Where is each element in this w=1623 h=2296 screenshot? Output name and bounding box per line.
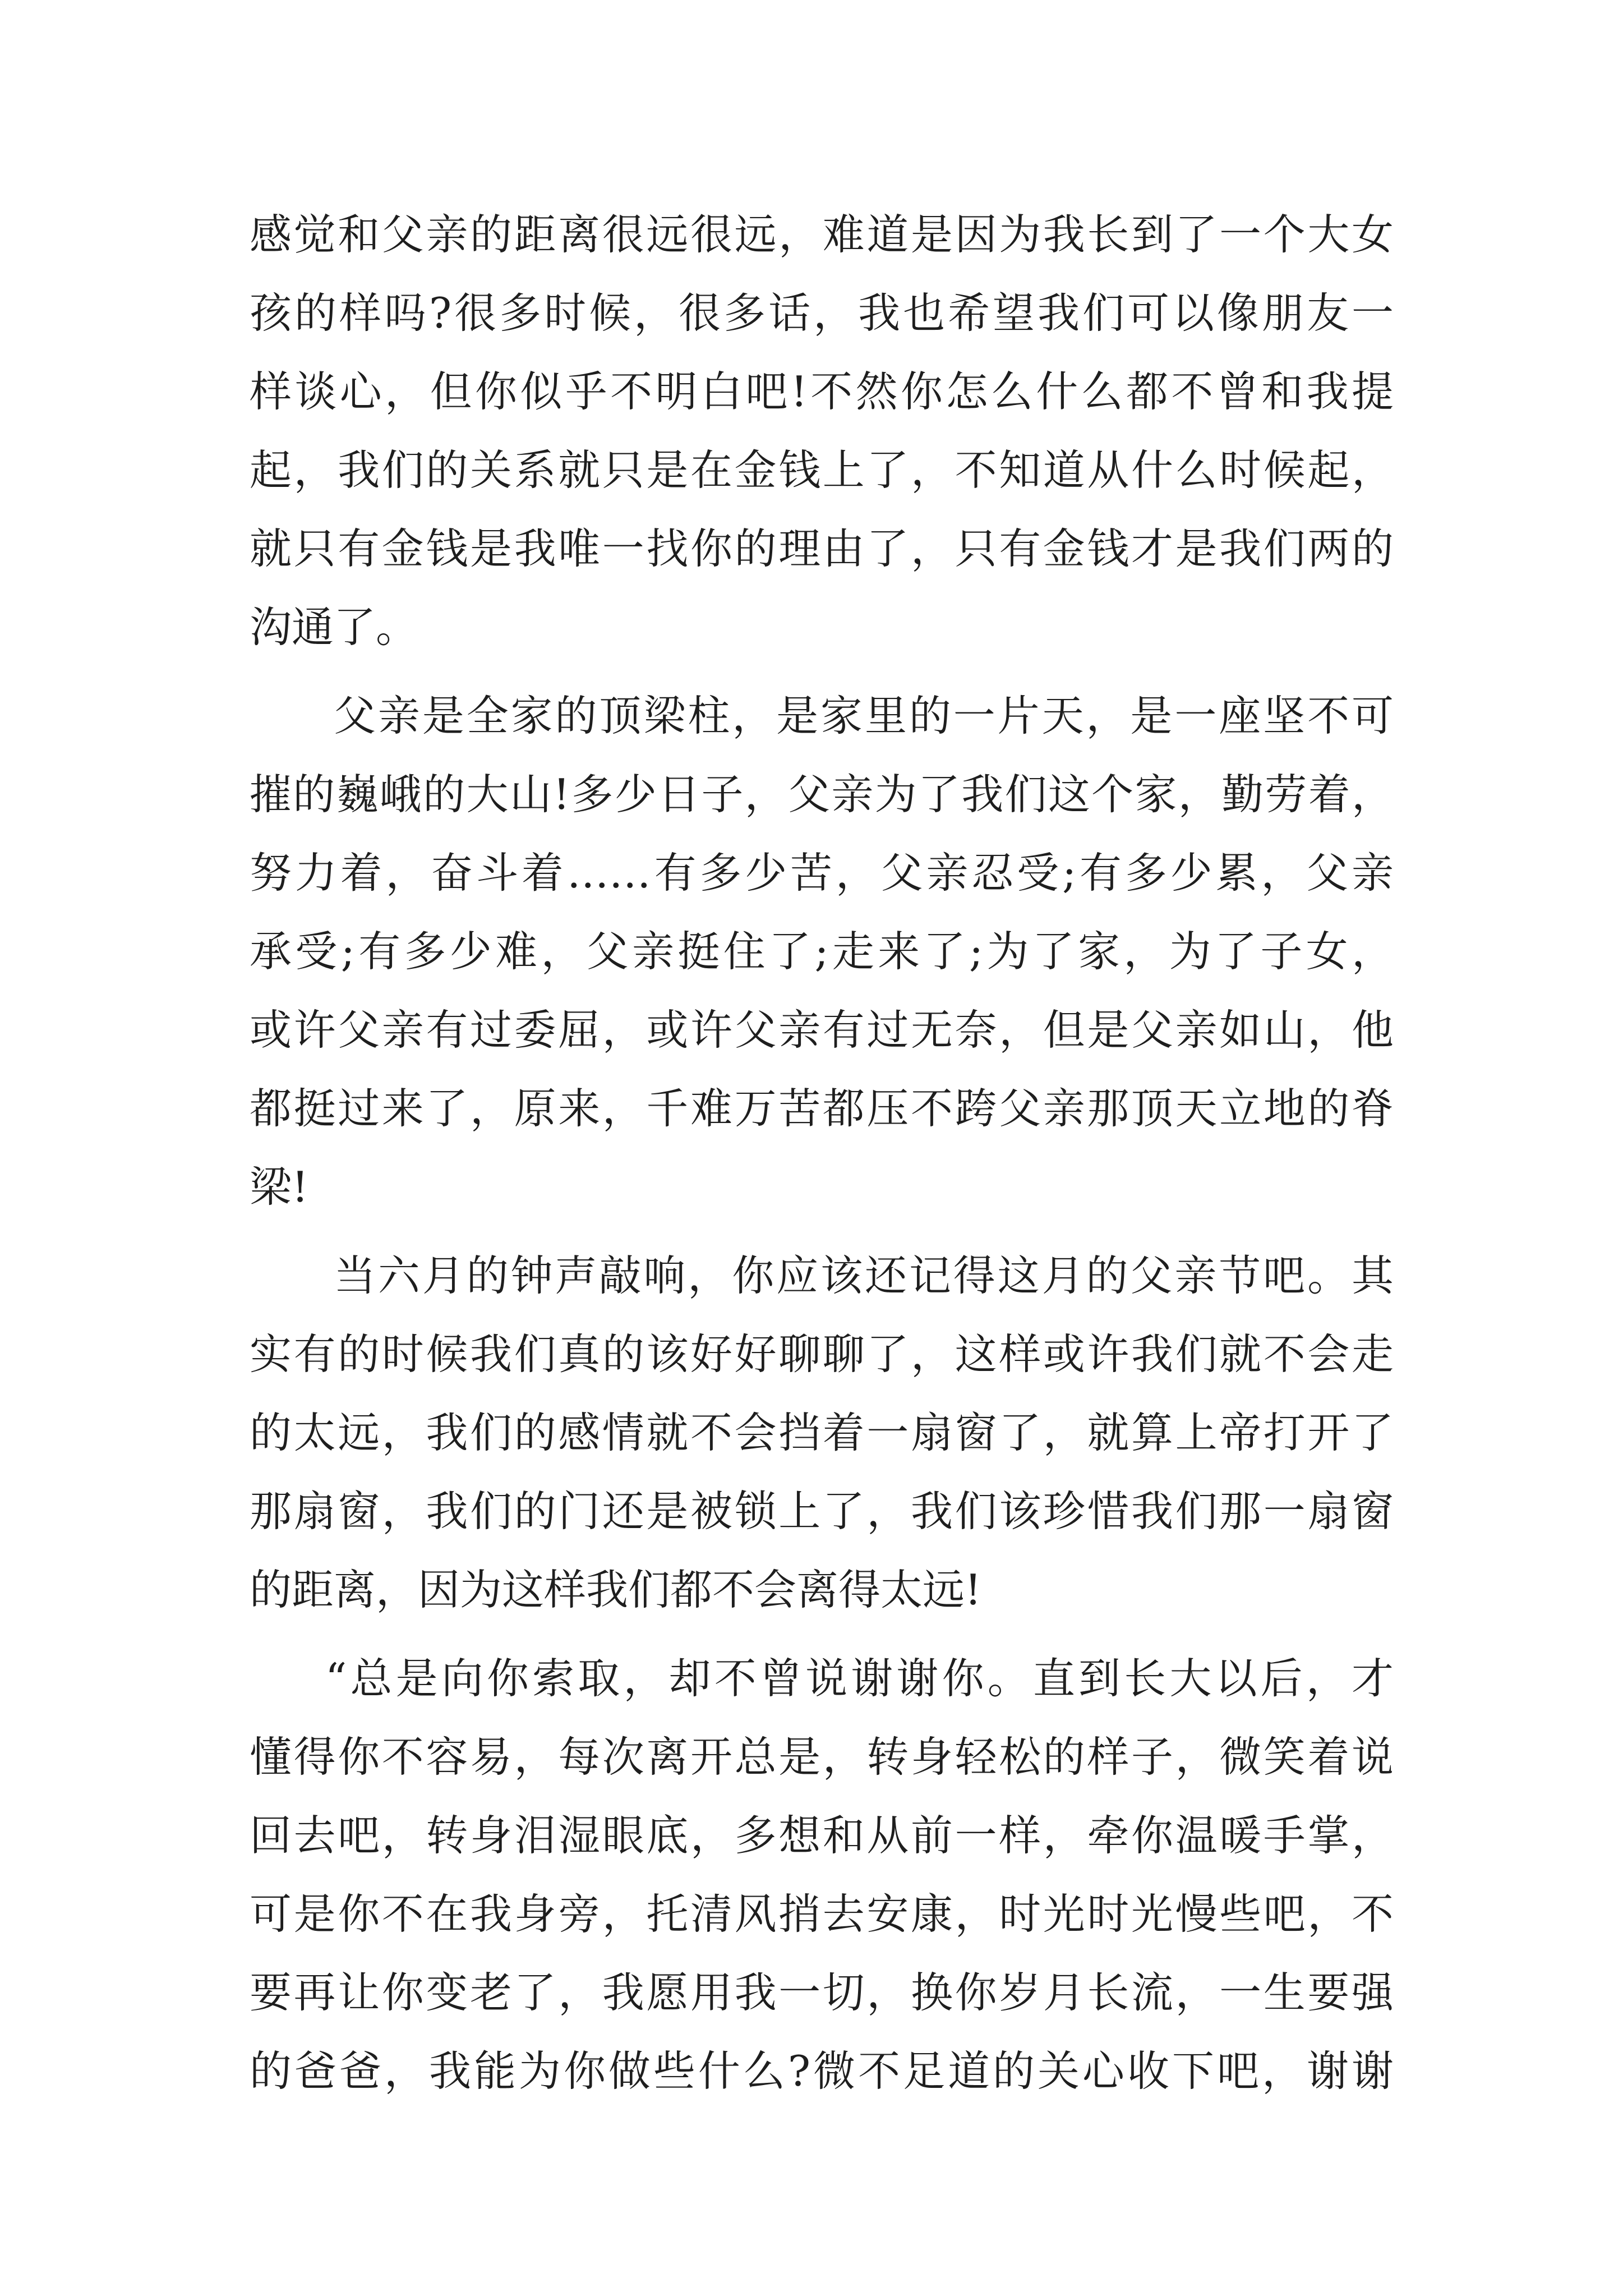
text-line: 懂得你不容易，每次离开总是，转身轻松的样子，微笑着说 <box>250 1732 1394 1782</box>
text-line: “总是向你索取，却不曾说谢谢你。直到长大以后，才 <box>325 1654 1394 1703</box>
paragraph-1 <box>250 195 1394 666</box>
paragraph-2 <box>250 677 1394 1226</box>
text-line: 承受;有多少难，父亲挺住了;走来了;为了家，为了子女， <box>250 927 1394 976</box>
text-line: 梁! <box>250 1162 309 1212</box>
text-line: 的太远，我们的感情就不会挡着一扇窗了，就算上帝打开了 <box>250 1408 1394 1457</box>
text-line: 实有的时候我们真的该好好聊聊了，这样或许我们就不会走 <box>250 1329 1394 1379</box>
text-line: 或许父亲有过委屈，或许父亲有过无奈，但是父亲如山，他 <box>250 1005 1394 1055</box>
text-line: 都挺过来了，原来，千难万苦都压不跨父亲那顶天立地的脊 <box>250 1084 1394 1133</box>
text-line: 回去吧，转身泪湿眼底，多想和从前一样，牵你温暖手掌， <box>250 1811 1394 1860</box>
text-line: 沟通了。 <box>250 602 418 652</box>
text-line: 那扇窗，我们的门还是被锁上了，我们该珍惜我们那一扇窗 <box>250 1487 1394 1536</box>
text-line: 的爸爸，我能为你做些什么?微不足道的关心收下吧，谢谢 <box>250 2046 1394 2096</box>
text-line: 的距离，因为这样我们都不会离得太远! <box>250 1565 982 1614</box>
text-line: 样谈心，但你似乎不明白吧!不然你怎么什么都不曾和我提 <box>250 367 1394 416</box>
text-line: 当六月的钟声敲响，你应该还记得这月的父亲节吧。其 <box>334 1251 1394 1300</box>
text-line: 就只有金钱是我唯一找你的理由了，只有金钱才是我们两的 <box>250 524 1394 573</box>
paragraph-4 <box>250 1639 1394 2110</box>
paragraph-3 <box>250 1236 1394 1629</box>
text-line: 孩的样吗?很多时候，很多话，我也希望我们可以像朋友一 <box>250 288 1394 338</box>
text-line: 努力着，奋斗着……有多少苦，父亲忍受;有多少累，父亲 <box>250 848 1394 898</box>
text-line: 感觉和父亲的距离很远很远，难道是因为我长到了一个大女 <box>250 210 1394 259</box>
text-line: 摧的巍峨的大山!多少日子，父亲为了我们这个家，勤劳着， <box>250 770 1394 819</box>
text-line: 起，我们的关系就只是在金钱上了，不知道从什么时候起， <box>250 445 1394 495</box>
text-line: 要再让你变老了，我愿用我一切，换你岁月长流，一生要强 <box>250 1968 1394 2017</box>
text-line: 可是你不在我身旁，托清风捎去安康，时光时光慢些吧，不 <box>250 1889 1394 1939</box>
body-text <box>250 195 1394 2110</box>
text-line: 父亲是全家的顶梁柱，是家里的一片天，是一座坚不可 <box>334 691 1394 740</box>
